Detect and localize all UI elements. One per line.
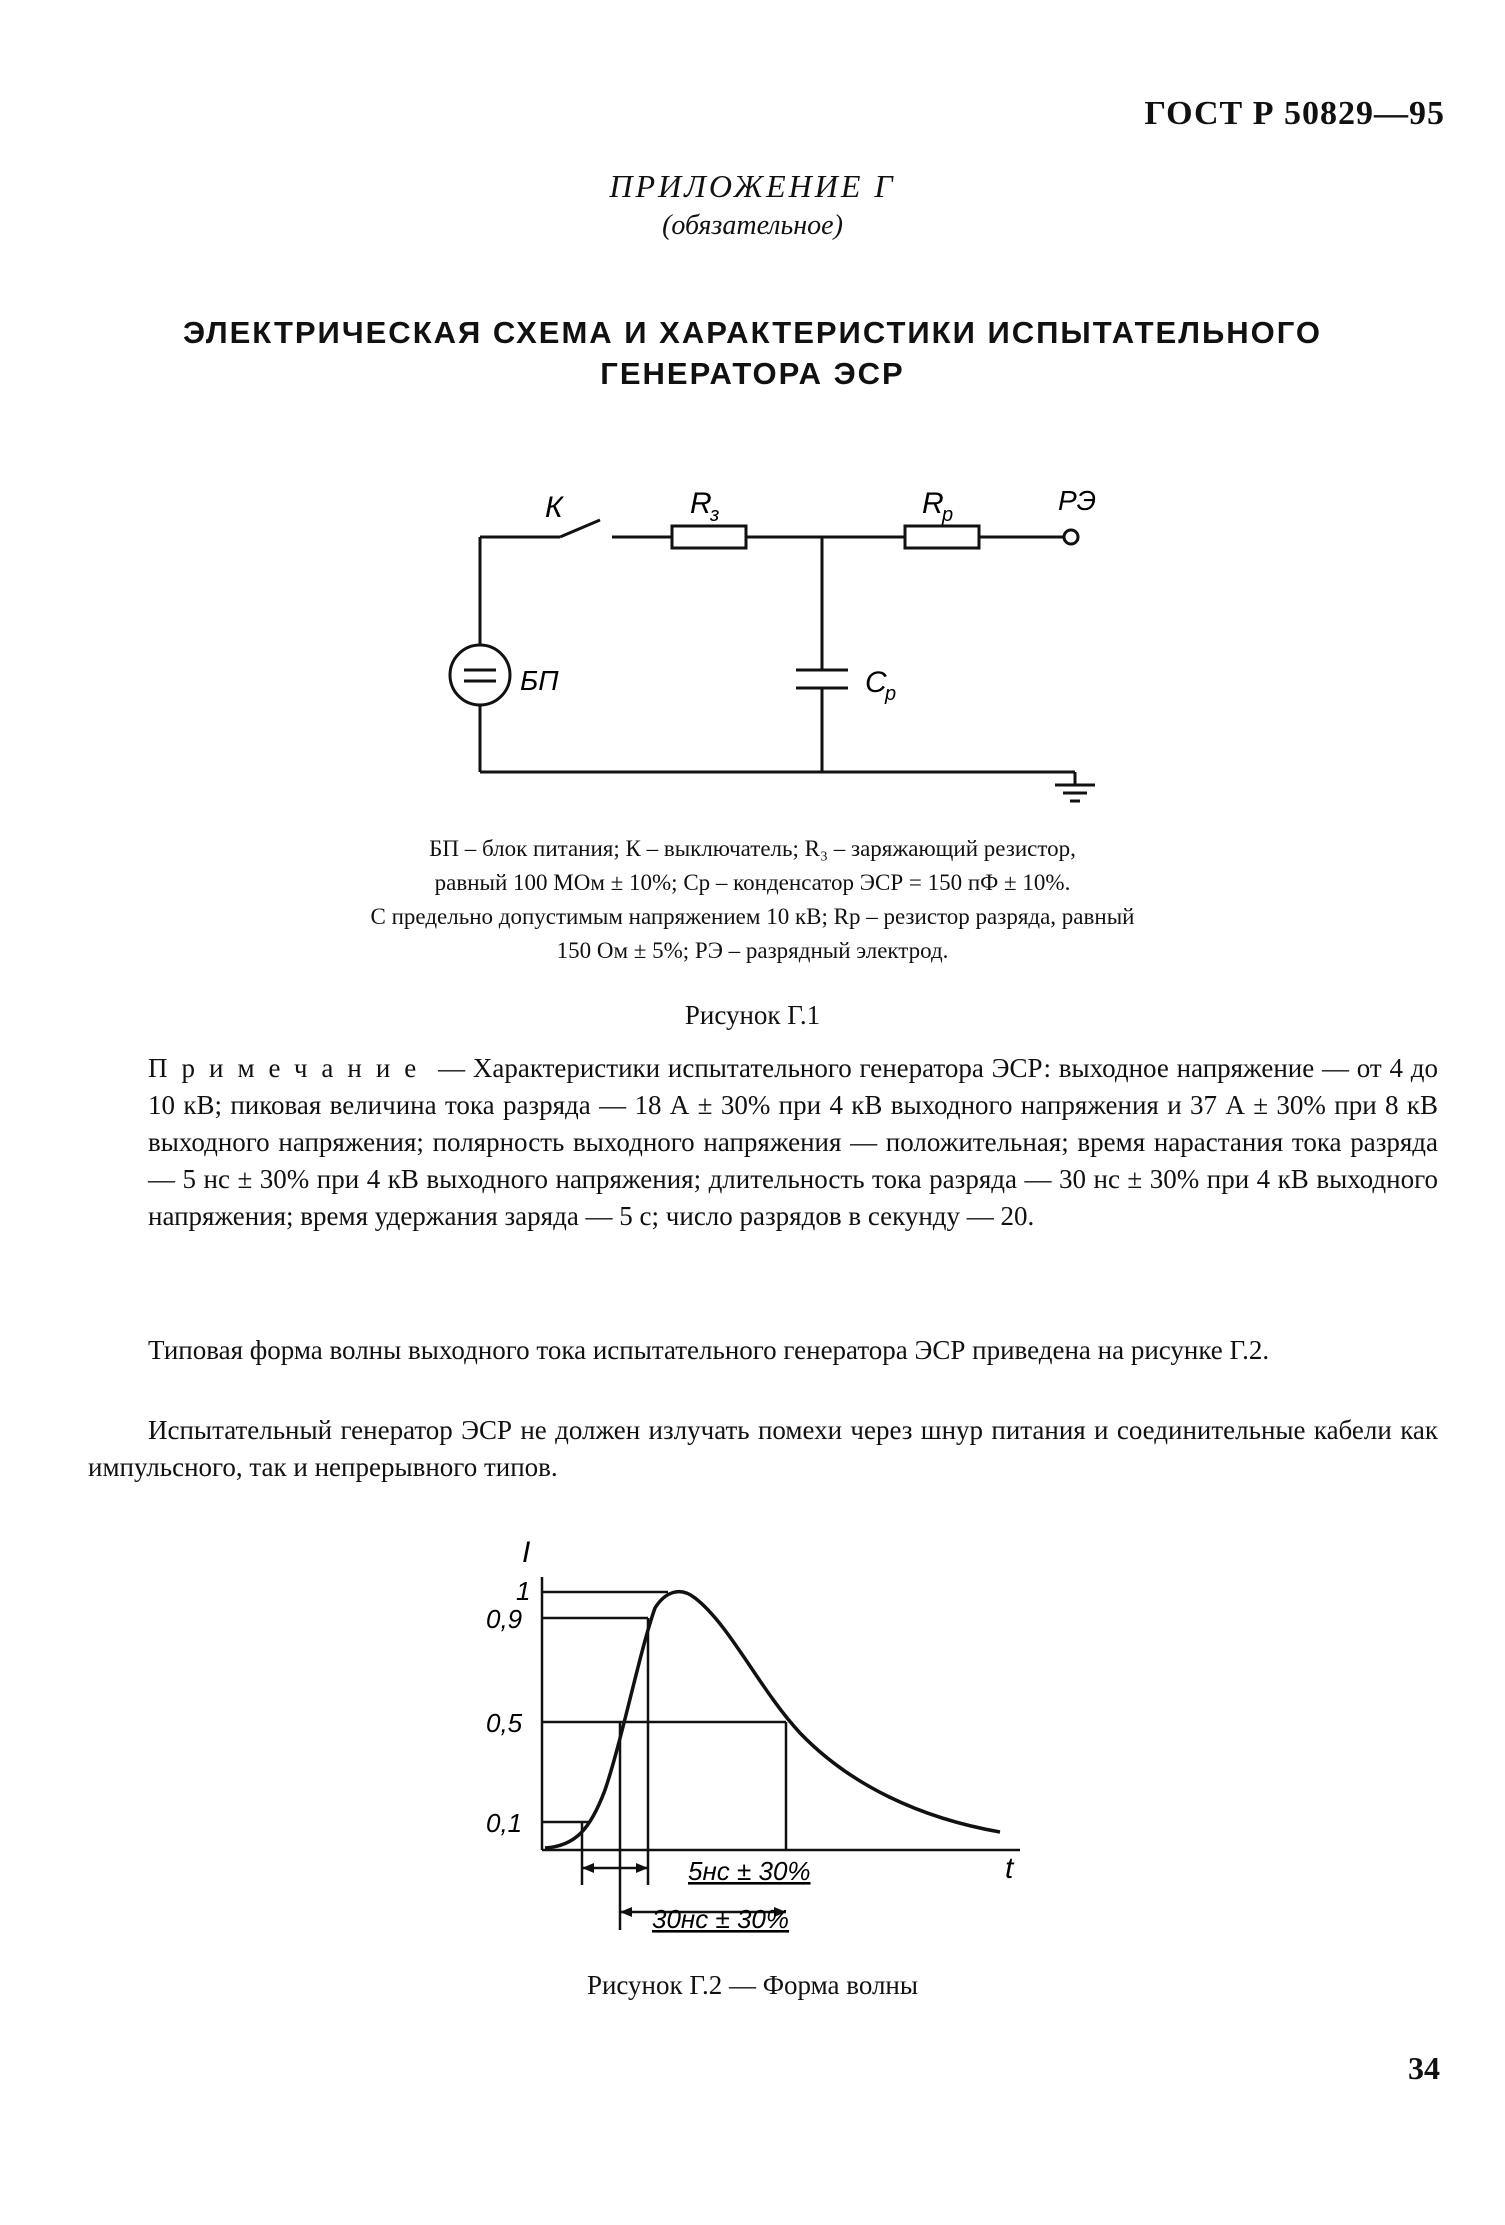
label-r-discharge-sub: р: [942, 504, 954, 526]
label-r-charge: R: [690, 487, 712, 520]
waveform-chart: [0, 1520, 1505, 1970]
waveform-curve: [545, 1592, 1000, 1848]
appendix-subtitle: (обязательное): [662, 210, 843, 241]
legend-line: равный 100 МОм ± 10%; Ср – конденсатор ЭСР = 150 пФ ± 10%.: [434, 870, 1071, 895]
figure2-caption: Рисунок Г.2 — Форма волны: [586, 1970, 919, 2000]
label-switch: К: [545, 491, 563, 524]
y-tick-label: 0,5: [486, 1708, 523, 1738]
main-heading: [100, 312, 1405, 394]
note-text: — Характеристики испытательного генератора ЭСР: выходное напряжение — от 4 до 10 кВ; пиковая величина тока разряда — 18 А ± 30% при 4 кВ выходного напряжения и 37 А ± 30% при 8 кВ выходного напряжения; полярность выходного напряжения — положительная; время нарастания тока разряда — 5 нс ± 30% при 4 кВ выходного напряжения; длительность тока разряда — 30 нс ± 30% при 4 кВ выходного напряжения; время удержания заряда — 5 с; число разрядов в секунду — 20.: [148, 1053, 1438, 1231]
appendix-title: ПРИЛОЖЕНИЕ Г: [609, 168, 896, 204]
label-r-charge-sub: з: [710, 504, 720, 526]
y-axis-label: I: [522, 1536, 531, 1569]
note-block: [148, 1050, 1438, 1235]
x-axis-label: t: [1005, 1852, 1014, 1885]
label-electrode: РЭ: [1058, 485, 1097, 516]
main-heading-line-2: ГЕНЕРАТОРА ЭСР: [600, 356, 905, 391]
paragraph-emission: Испытательный генератор ЭСР не должен излучать помехи через шнур питания и соединительные кабели как импульсного, так и непрерывного типов.: [88, 1415, 1438, 1482]
annotation-rise-time: 5нс ± 30%: [688, 1856, 811, 1886]
legend-line: 150 Ом ± 5%; РЭ – разрядный электрод.: [556, 938, 949, 963]
electrode-terminal: [1064, 530, 1078, 544]
paragraph-waveform-ref: Типовая форма волны выходного тока испытательного генератора ЭСР приведена на рисунке Г.2.: [148, 1335, 1270, 1365]
y-tick-label: 0,9: [486, 1604, 523, 1634]
y-tick-label: 0,1: [486, 1808, 523, 1838]
figure1-caption: Рисунок Г.1: [684, 1000, 821, 1030]
label-capacitor: C: [865, 666, 887, 699]
legend-line: С предельно допустимым напряжением 10 кВ; Rр – резистор разряда, равный: [370, 904, 1135, 929]
resistor-r3: [672, 526, 746, 548]
switch-blade: [560, 520, 600, 537]
circuit-diagram: [0, 470, 1505, 830]
standard-header: ГОСТ Р 50829—95: [1144, 95, 1445, 132]
annotation-duration: 30нс ± 30%: [652, 1904, 789, 1934]
label-r-discharge: R: [922, 487, 944, 520]
figure1-legend: [230, 832, 1275, 968]
power-source-circle: [450, 645, 510, 705]
label-capacitor-sub: р: [885, 683, 897, 705]
note-label: Примечание: [148, 1053, 431, 1083]
label-power-supply: БП: [520, 665, 559, 696]
legend-line: БП – блок питания; К – выключатель; R₃ – заряжающий резистор,: [429, 836, 1076, 861]
resistor-rp: [905, 526, 979, 548]
main-heading-line-1: ЭЛЕКТРИЧЕСКАЯ СХЕМА И ХАРАКТЕРИСТИКИ ИСПЫТАТЕЛЬНОГО: [182, 315, 1323, 350]
y-tick-label: 1: [516, 1576, 531, 1606]
page-number: 34: [1408, 2050, 1440, 2086]
